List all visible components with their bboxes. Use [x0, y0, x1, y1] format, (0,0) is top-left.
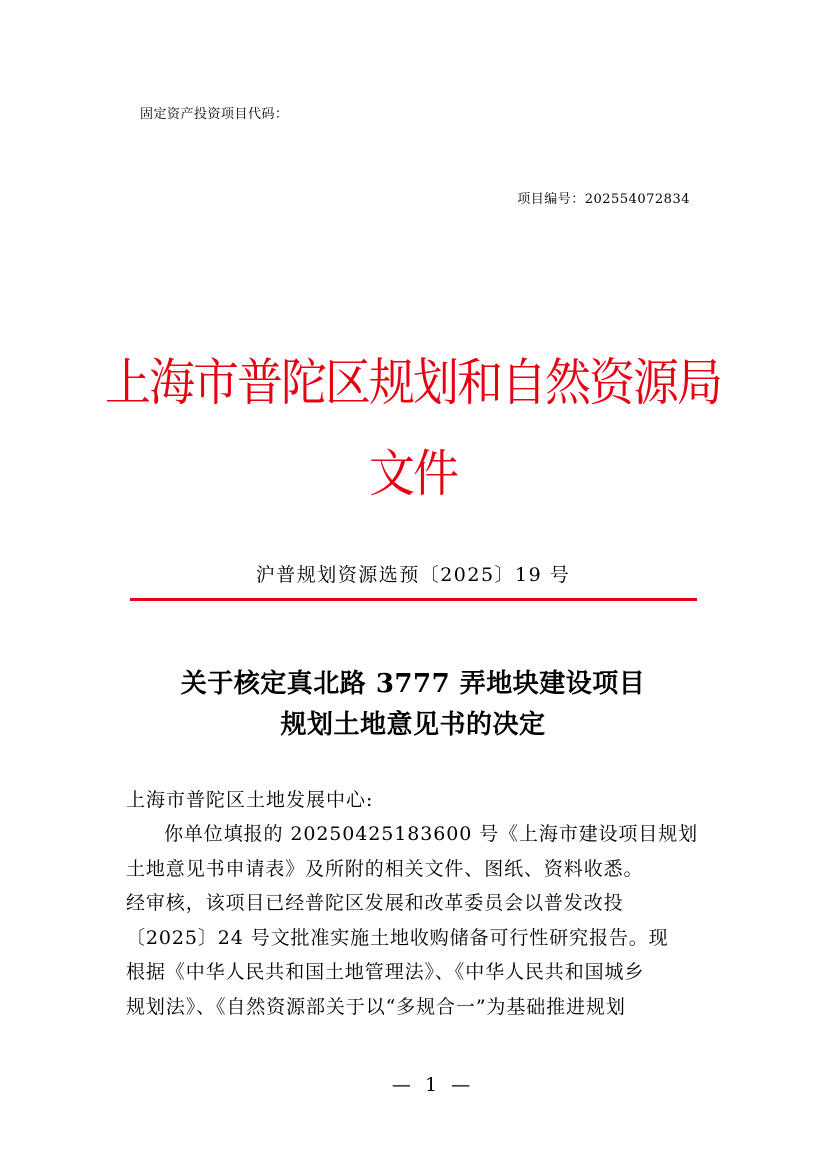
- page-number: — 1 —: [391, 1074, 475, 1096]
- body-line: 规划法》、《自然资源部关于以“多规合一”为基础推进规划: [126, 995, 626, 1018]
- document-title-line-2: 规划土地意见书的决定: [280, 710, 546, 740]
- investment-code-label: 固定资产投资项目代码：: [140, 107, 289, 122]
- body-text: [126, 817, 701, 1024]
- body-line: 你单位填报的 20250425183600 号《上海市建设项目规划: [164, 823, 699, 845]
- body-line: 根据《中华人民共和国土地管理法》、《中华人民共和国城乡: [126, 961, 645, 983]
- issuer-subtitle: 文件: [369, 443, 457, 503]
- document-title-line-1: 关于核定真北路 3777 弄地块建设项目: [180, 669, 646, 699]
- project-number: 项目编号：202554072834: [517, 192, 690, 207]
- body-line: 〔2025〕24 号文批准实施土地收购储备可行性研究报告。现: [126, 926, 669, 949]
- document-number: 沪普规划资源选预〔2025〕19 号: [255, 564, 571, 586]
- body-line: 经审核，该项目已经普陀区发展和改革委员会以普发改投: [126, 892, 624, 914]
- red-divider: [130, 598, 697, 601]
- issuer-title: 上海市普陀区规划和自然资源局: [105, 352, 721, 412]
- body-line: 土地意见书申请表》及所附的相关文件、图纸、资料收悉。: [126, 857, 644, 880]
- salutation: 上海市普陀区土地发展中心:: [126, 789, 374, 811]
